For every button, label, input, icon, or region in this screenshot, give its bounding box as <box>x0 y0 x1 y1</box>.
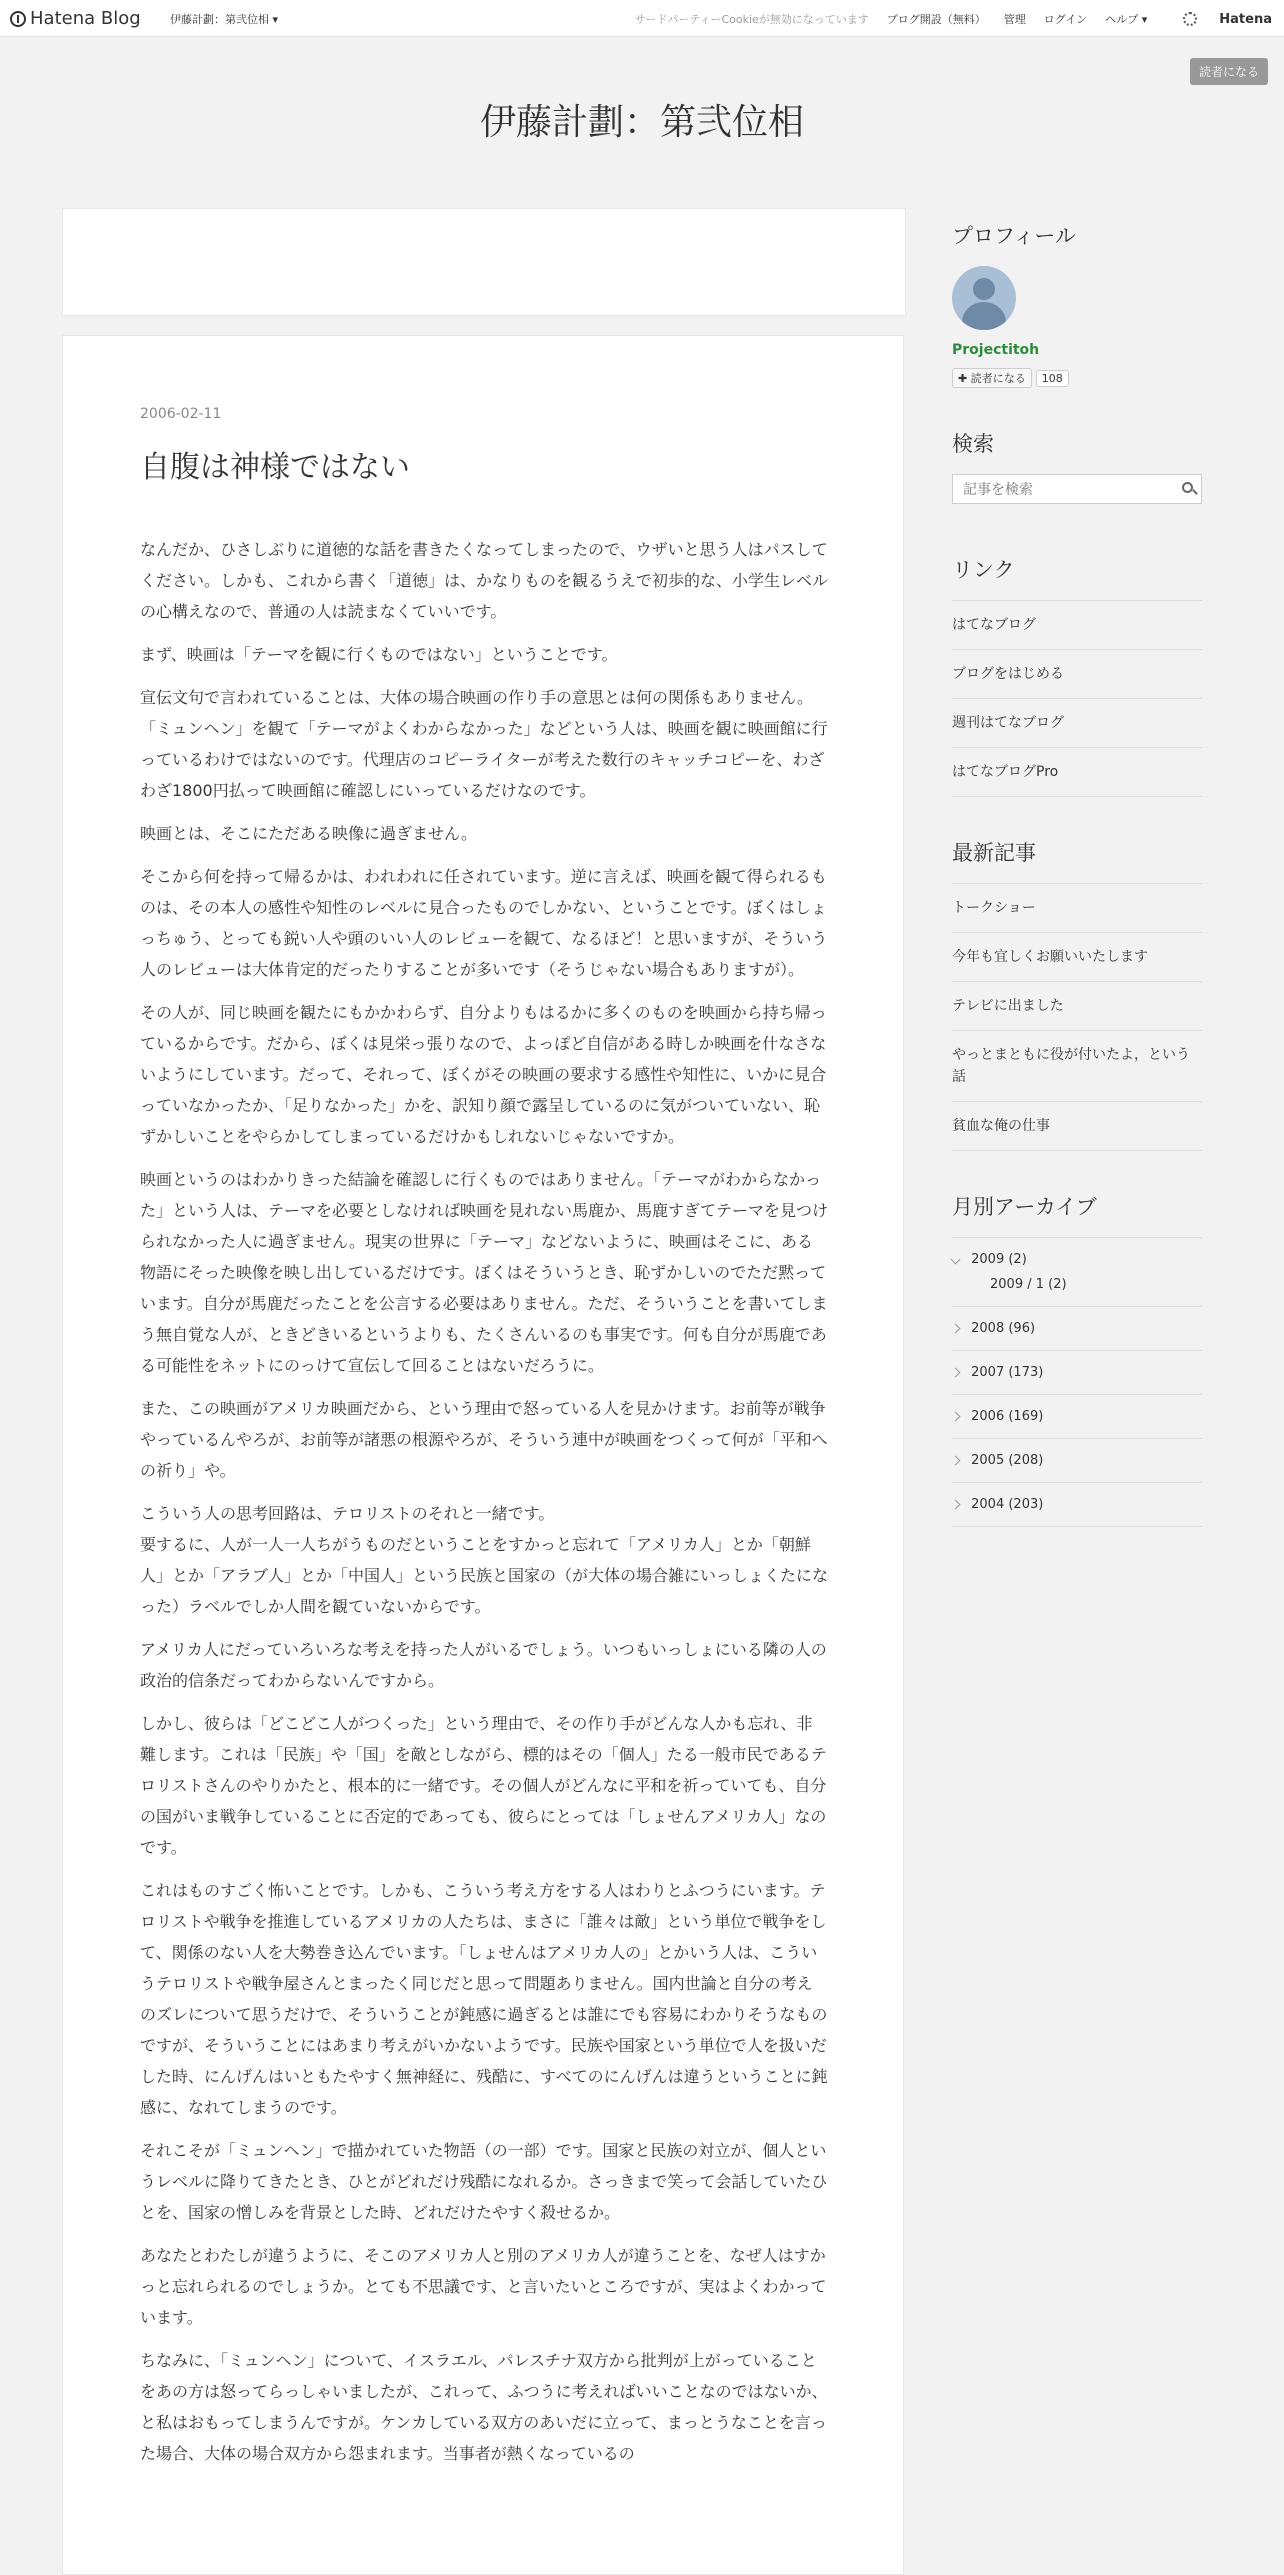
chevron-down-icon[interactable] <box>951 1255 961 1265</box>
paragraph: 映画とは、そこにただある映像に過ぎません。 <box>140 824 477 843</box>
reader-count[interactable]: 108 <box>1036 370 1069 387</box>
paragraph: これはものすごく怖いことです。しかも、こういう考え方をする人はわりとふつうにいます。テロリストや戦争を推進しているアメリカの人たちは、まさに「誰々は敵」という単位で戦争をして、関係のない人を大勢巻き込んでいます。「しょせんはアメリカ人の」とかいう人は、こういうテロリストや戦争屋さんとまったく同じだと思って問題ありません。国内世論と自分の考えのズレについて思うだけで、そういうことが鈍感に過ぎるとは誰にでも容易にわかりそうなものですが、そういうことにはあまり考えがいかないようです。民族や国家という単位で人を扱いだした時、にんげんはいともたやすく無神経に、残酷に、すべてのにんげんは違うということに鈍感に、なれてしまうのです。 <box>140 1881 828 2117</box>
open-blog-link[interactable]: ブログ開設（無料） <box>886 13 986 26</box>
archive-year-label[interactable]: 2004 (203) <box>971 1497 1044 1512</box>
chevron-right-icon[interactable] <box>951 1368 961 1378</box>
recent-item[interactable]: 今年も宜しくお願いいたします <box>952 933 1202 982</box>
archive-year-label[interactable]: 2006 (169) <box>971 1409 1044 1424</box>
link-item[interactable]: ブログをはじめる <box>952 650 1202 699</box>
recent-item[interactable]: やっとまともに役が付いたよ，という話 <box>952 1031 1202 1102</box>
archive-year-open[interactable] <box>952 1238 1202 1307</box>
paragraph: しかし、彼らは「どこどこ人がつくった」という理由で、その作り手がどんな人かも忘れ、非難します。これは「民族」や「国」を敵としながら、標的はその「個人」たる一般市民であるテロリストさんのやりかたと、根本的に一緒です。その個人がどんなに平和を祈っていても、自分の国がいま戦争していることに否定的であっても、彼らにとっては「しょせんアメリカ人」なのです。 <box>140 1714 827 1857</box>
paragraph: ちなみに、「ミュンヘン」について、イスラエル、パレスチナ双方から批判が上がっていることをあの方は怒ってらっしゃいましたが、これって、ふつうに考えればいいことなのではないか、と私はおもってしまうんですが。ケンカしている双方のあいだに立って、まっとうなことを言った場合、大体の場合双方から怨まれます。当事者が熱くなっているの <box>140 2351 828 2463</box>
links-list <box>952 600 1202 797</box>
paragraph: 宣伝文句で言われていることは、大体の場合映画の作り手の意思とは何の関係もありません。「ミュンヘン」を観て「テーマがよくわからなかった」などという人は、映画を観に映画館に行っているわけではないのです。代理店のコピーライターが考えた数行のキャッチコピーを、わざわざ1800円払って映画館に確認しにいっているだけなのです。 <box>140 688 828 800</box>
ad-placeholder <box>62 208 906 316</box>
archive-year[interactable] <box>952 1351 1202 1395</box>
profile-module <box>952 220 1202 388</box>
archive-year[interactable] <box>952 1439 1202 1483</box>
chevron-right-icon[interactable] <box>951 1500 961 1510</box>
hatena-logo-icon <box>10 11 26 27</box>
links-title: リンク <box>952 558 1015 582</box>
paragraph: そこから何を持って帰るかは、われわれに任されています。逆に言えば、映画を観て得られるものは、その本人の感性や知性のレベルに見合ったものでしかない、ということです。ぼくはしょっちゅう、とっても鋭い人や頭のいい人のレビューを観て、なるほど！と思いますが、そういう人のレビューは大体肯定的だったりすることが多いです（そうじゃない場合もありますが）。 <box>140 867 828 979</box>
recent-item[interactable]: テレビに出ました <box>952 982 1202 1031</box>
recent-item[interactable]: 貧血な俺の仕事 <box>952 1102 1202 1151</box>
admin-link[interactable]: 管理 <box>1003 13 1026 26</box>
link-item[interactable]: 週刊はてなブログ <box>952 699 1202 748</box>
paragraph: アメリカ人にだっていろいろな考えを持った人がいるでしょう。いつもいっしょにいる隣の人の政治的信条だってわからないんですから。 <box>140 1640 827 1690</box>
archive-year-label[interactable]: 2005 (208) <box>971 1453 1044 1468</box>
archive-list <box>952 1237 1202 1527</box>
archive-year-label[interactable]: 2009 (2) <box>971 1252 1027 1267</box>
chevron-right-icon[interactable] <box>951 1456 961 1466</box>
link-item[interactable]: はてなブログPro <box>952 748 1202 797</box>
hatena-label: Hatena <box>1219 11 1272 27</box>
article <box>62 335 904 2575</box>
article-date[interactable]: 2006-02-11 <box>140 406 222 422</box>
archive-month[interactable]: 2009 / 1 (2) <box>990 1277 1067 1292</box>
search-box <box>952 474 1202 504</box>
global-header <box>0 0 1284 37</box>
chevron-right-icon[interactable] <box>951 1412 961 1422</box>
profile-name[interactable]: Projectitoh <box>952 342 1040 358</box>
blog-menu[interactable]: 伊藤計劃：第弐位相 ▾ <box>170 13 279 26</box>
hatena-blog-logo[interactable] <box>10 8 141 29</box>
search-title: 検索 <box>952 432 994 456</box>
recent-module <box>952 837 1202 1151</box>
sidebar <box>952 220 1202 1527</box>
paragraph: また、この映画がアメリカ映画だから、という理由で怒っている人を見かけます。お前等が戦争やっているんやろが、お前等が諸悪の根源やろが、そういう連中が映画をつくって何が「平和への祈り」や。 <box>140 1399 828 1480</box>
search-module <box>952 428 1202 504</box>
archive-year-label[interactable]: 2008 (96) <box>971 1321 1036 1336</box>
reader-row <box>952 368 1202 388</box>
hatena-dots-icon <box>1183 12 1197 26</box>
profile-subscribe-button[interactable]: ✚ 読者になる <box>952 368 1032 388</box>
archive-year-label[interactable]: 2007 (173) <box>971 1365 1044 1380</box>
paragraph: 映画というのはわかりきった結論を確認しに行くものではありません。「テーマがわからなかった」という人は、テーマを必要としなければ映画を見れない馬鹿か、馬鹿すぎてテーマを見つけられなかった人に過ぎません。現実の世界に「テーマ」などないように、映画はそこに、ある物語にそった映像を映し出しているだけです。ぼくはそういうとき、恥ずかしいのでただ黙っています。自分が馬鹿だったことを公言する必要はありません。ただ、そういうことを書いてしまう無自覚な人が、ときどきいるというよりも、たくさんいるのも事実です。何も自分が馬鹿である可能性をネットにのっけて宣伝して回ることはないだろうに。 <box>140 1170 829 1375</box>
logo-text: Hatena Blog <box>30 8 141 29</box>
archive-title: 月別アーカイブ <box>952 1195 1097 1219</box>
chevron-right-icon[interactable] <box>951 1324 961 1334</box>
paragraph: こういう人の思考回路は、テロリストのそれと一緒です。 要するに、人が一人一人ちがうものだということをすかっと忘れて「アメリカ人」とか「朝鮮人」とか「アラブ人」とか「中国人」という民族と国家の（が大体の場合雑にいっしょくたになった）ラベルでしか人間を観ていないからです。 <box>140 1504 829 1616</box>
link-item[interactable]: はてなブログ <box>952 601 1202 650</box>
recent-item[interactable]: トークショー <box>952 884 1202 933</box>
avatar[interactable] <box>952 266 1016 330</box>
archive-module <box>952 1191 1202 1527</box>
paragraph: まず、映画は「テーマを観に行くものではない」ということです。 <box>140 645 618 664</box>
article-title[interactable]: 自腹は神様ではない <box>140 450 410 485</box>
links-module <box>952 554 1202 797</box>
article-body <box>140 534 828 2481</box>
profile-title: プロフィール <box>952 224 1076 248</box>
archive-year[interactable] <box>952 1395 1202 1439</box>
subscribe-button[interactable]: 読者になる <box>1190 58 1268 85</box>
hatena-menu[interactable] <box>1165 12 1272 27</box>
archive-year[interactable] <box>952 1307 1202 1351</box>
recent-list <box>952 883 1202 1151</box>
login-link[interactable]: ログイン <box>1043 13 1088 26</box>
recent-title: 最新記事 <box>952 841 1036 865</box>
search-icon[interactable] <box>1182 482 1193 493</box>
site-title[interactable]: 伊藤計劃：第弐位相 <box>479 102 804 143</box>
cookie-notice[interactable]: サードパーティーCookieが無効になっています <box>634 13 869 26</box>
search-input[interactable] <box>961 476 1165 504</box>
paragraph: なんだか、ひさしぶりに道徳的な話を書きたくなってしまったので、ウザいと思う人はパスしてください。しかも、これから書く「道徳」は、かなりものを観るうえで初歩的な、小学生レベルの心構えなので、普通の人は読まなくていいです。 <box>140 540 829 621</box>
paragraph: あなたとわたしが違うように、そこのアメリカ人と別のアメリカ人が違うことを、なぜ人はすかっと忘れられるのでしょうか。とても不思議です、と言いたいところですが、実はよくわかっています。 <box>140 2246 827 2327</box>
help-menu[interactable]: ヘルプ ▾ <box>1105 13 1148 26</box>
header-nav <box>617 11 1272 27</box>
paragraph: それこそが「ミュンヘン」で描かれていた物語（の一部）です。国家と民族の対立が、個人というレベルに降りてきたとき、ひとがどれだけ残酷になれるか。さっきまで笑って会話していたひとを、国家の憎しみを背景とした時、どれだけたやすく殺せるか。 <box>140 2141 828 2222</box>
paragraph: その人が、同じ映画を観たにもかかわらず、自分よりもはるかに多くのものを映画から持ち帰っているからです。だから、ぼくは見栄っ張りなので、よっぽど自信がある時しか映画を什なさないようにしています。だって、それって、ぼくがその映画の要求する感性や知性に、いかに見合っていなかったか、「足りなかった」かを、訳知り顔で露呈しているのに気がついていない、恥ずかしいことをやらかしてしまっているだけかもしれないじゃないですか。 <box>140 1003 827 1146</box>
archive-year[interactable] <box>952 1483 1202 1527</box>
